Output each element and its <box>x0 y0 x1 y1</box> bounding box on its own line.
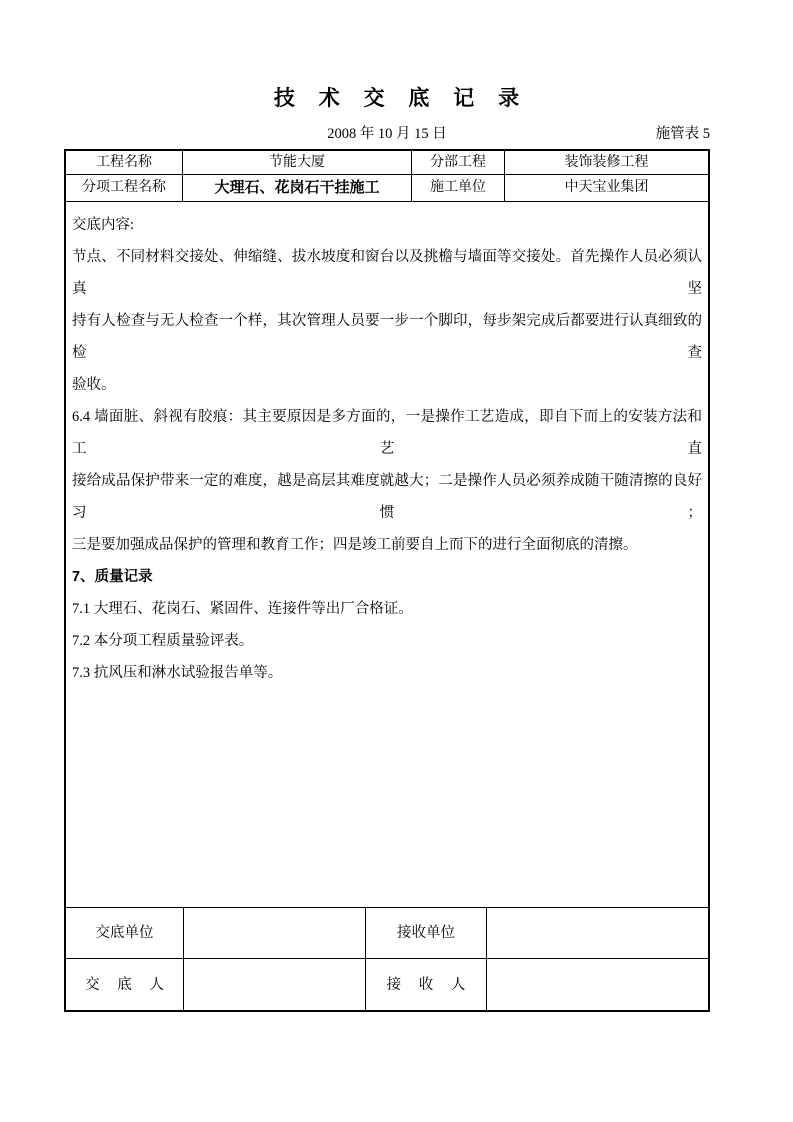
issuing-unit-value[interactable] <box>184 908 366 958</box>
receiver-person-value[interactable] <box>487 959 708 1010</box>
table-row <box>66 151 708 175</box>
issuer-person-value[interactable] <box>184 959 366 1010</box>
table-row <box>66 959 708 1010</box>
document-date: 2008 年 10 月 15 日 <box>327 126 447 142</box>
paragraph-line: 持有人检查与无人检查一个样，其次管理人员要一步一个脚印，每步架完成后都要进行认真细致的检查 <box>72 313 702 361</box>
list-item: 7.2 本分项工程质量验评表。 <box>72 633 254 649</box>
paragraph-line: 节点、不同材料交接处、伸缩缝、拔水坡度和窗台以及挑檐与墙面等交接处。首先操作人员必须认真坚 <box>72 249 702 297</box>
content-heading: 交底内容: <box>72 217 135 233</box>
receiving-unit-label: 接收单位 <box>366 908 487 958</box>
division-works-value: 装饰装修工程 <box>564 154 649 170</box>
list-item: 7.1 大理石、花岗石、紧固件、连接件等出厂合格证。 <box>72 601 413 617</box>
paragraph-line: 6.4 墙面脏、斜视有胶痕：其主要原因是多方面的，一是操作工艺造成，即自下而上的安装方法和工艺直 <box>72 409 702 457</box>
page-title: 技 术 交 底 记 录 <box>273 87 529 110</box>
receiver-person-label: 接 收 人 <box>366 959 487 1010</box>
project-name-label: 工程名称 <box>66 151 183 174</box>
paragraph-line: 三是要加强成品保护的管理和教育工作；四是竣工前要自上而下的进行全面彻底的清擦。 <box>72 537 638 553</box>
content-body <box>66 202 708 908</box>
receiving-unit-value[interactable] <box>487 908 708 958</box>
division-works-label: 分部工程 <box>412 151 505 174</box>
issuing-unit-label: 交底单位 <box>66 908 184 958</box>
issuer-person-label: 交 底 人 <box>66 959 184 1010</box>
table-row <box>66 175 708 202</box>
paragraph-line: 验收。 <box>72 377 116 393</box>
project-name-value: 节能大厦 <box>183 151 412 174</box>
sub-item-name-label: 分项工程名称 <box>66 175 183 201</box>
construction-unit-value: 中天宝业集团 <box>564 180 649 195</box>
construction-unit-label: 施工单位 <box>412 175 505 201</box>
sub-item-name-value: 大理石、花岗石干挂施工 <box>183 175 412 201</box>
list-item: 7.3 抗风压和淋水试验报告单等。 <box>72 665 283 681</box>
form-number: 施管表 5 <box>655 126 710 142</box>
paragraph-line: 接给成品保护带来一定的难度，越是高层其难度就越大；二是操作人员必须养成随干随清擦的良好习惯； <box>72 473 702 521</box>
table-row <box>66 908 708 959</box>
main-table <box>64 149 710 1012</box>
section-heading-quality-records: 7、质量记录 <box>72 569 153 585</box>
document-meta <box>64 124 710 146</box>
